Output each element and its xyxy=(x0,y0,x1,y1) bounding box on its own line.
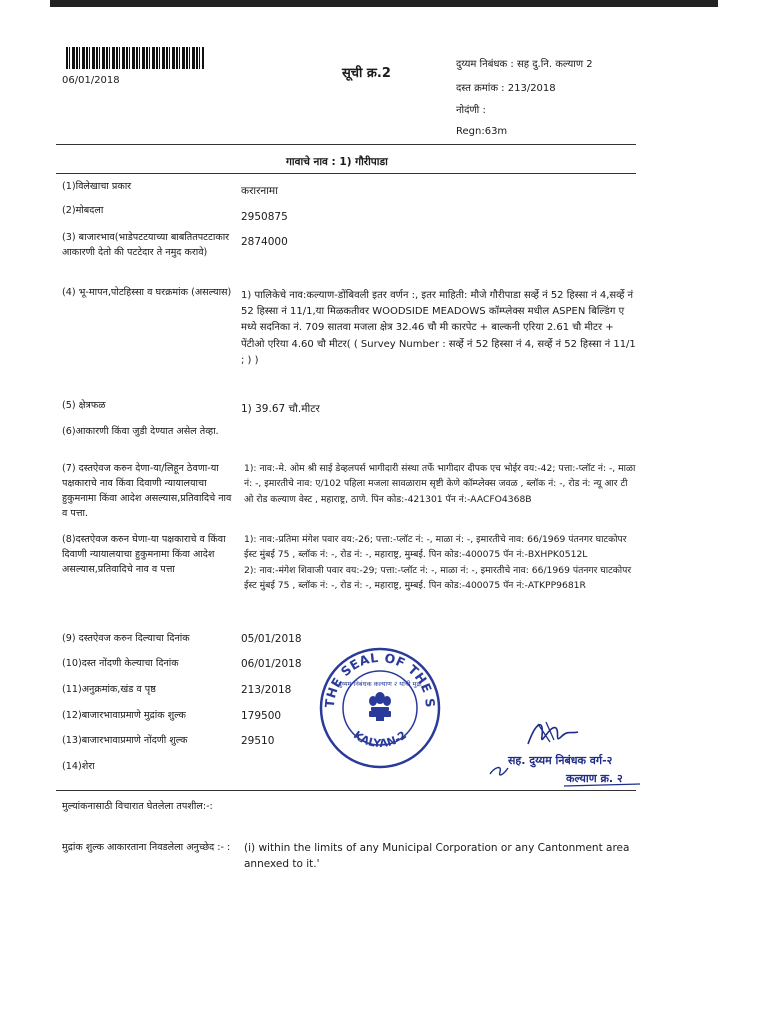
row-label-13: (13)बाजारभावाप्रमाणे नोंदणी शुल्क xyxy=(62,735,188,746)
row-label-10: (10)दस्त नोंदणी केल्याचा दिनांक xyxy=(62,658,179,669)
row-label-1: (1)विलेखाचा प्रकार xyxy=(62,181,132,192)
regn-number: Regn:63m xyxy=(456,126,508,137)
registrar-name: दुय्यम निबंधक : सह दु.नि. कल्याण 2 xyxy=(456,59,593,70)
svg-text:KALYAN-2 xyxy=(351,728,409,750)
evaluation-label: मुल्यांकनासाठी विचारात घेतलेला तपशील:-: xyxy=(62,801,213,812)
signature-graphic xyxy=(480,714,650,794)
seal-inner-text: दुय्यम निबंधक कल्याण २ यांची मुद्रा xyxy=(338,680,422,688)
stamp-duty-value: (i) within the limits of any Municipal Corporation or any Cantonment area annexed to it.' xyxy=(244,842,630,870)
divider xyxy=(56,173,636,174)
row-label-8: (8)दस्तऐवज करुन घेणा-या पक्षकाराचे व किंवा दिवाणी न्यायालयाचा हुकुमनामा किंवा आदेश असल्यास,प्रतिवादिचे नाव व पत्ता xyxy=(62,534,226,575)
stamp-duty-label: मुद्रांक शुल्क आकारताना निवडलेला अनुच्छेद :- : xyxy=(62,842,231,853)
row-label-3: (3) बाजारभाव(भाडेपटटयाच्या बाबतितपटटाकार आकारणी देतो की पटटेदार ते नमुद करावे) xyxy=(62,232,230,258)
top-edge-bar xyxy=(50,0,718,7)
signature-block xyxy=(480,714,650,794)
row-value-7: 1): नाव:-मे. ओम श्री साई डेव्हलपर्स भागीदारी संस्था तर्फे भागीदार दीपक एच भोईर वय:-42; पत्ता:-प्लॉट नं: -, माळा नं: -, इमारतीचे नाव: ए/102 पहिला मजला सावळाराम सृष्टी केणे कॉम्प्लेक्स जवळ , ब्लॉक नं: -, रोड नं: न्यू आर टी ओ रोड कल्याण वेस्ट , महाराष्ट्र, ठाणे. पिन कोड:-421301 पॅन नं:-AACFO4368B xyxy=(244,463,636,505)
divider xyxy=(56,144,636,145)
signature-line-1: सह. दुय्यम निबंधक वर्ग-२ xyxy=(508,754,613,767)
row-value-12: 179500 xyxy=(241,710,282,722)
document-number: दस्त क्रमांक : 213/2018 xyxy=(456,83,556,94)
row-label-14: (14)शेरा xyxy=(62,761,95,772)
row-label-11: (11)अनुक्रमांक,खंड व पृष्ठ xyxy=(62,684,156,695)
document-title: सूची क्र.2 xyxy=(342,66,391,81)
row-value-4: 1) पालिकेचे नाव:कल्याण-डोंबिवली इतर वर्णन :, इतर माहिती: मौजे गौरीपाडा सर्व्हे नं 52 हिस्सा नं 4,सर्व्हे नं 52 हिस्सा नं 11/1,या मिळकतीवर WOODSIDE MEADOWS कॉम्प्लेक्स मधील ASPEN बिल्डिंग ए मध्ये सदनिका नं. 709 सातवा मजला क्षेत्र 32.46 चौ मी कारपेट + बाल्कनी एरिया 2.61 चौ मीटर + पेंटीओ एरिया 4.60 चौ मीटर( ( Survey Number : सर्व्हे नं 52 हिस्सा नं 4, सर्व्हे नं 52 हिस्सा नं 11/1 ; ) ) xyxy=(241,290,636,366)
village-name: गावाचे नाव : 1) गौरीपाडा xyxy=(286,156,388,168)
row-value-11: 213/2018 xyxy=(241,684,292,696)
emblem-icon xyxy=(369,692,391,721)
seal-bottom-text: KALYAN-2 xyxy=(350,728,410,751)
row-label-6: (6)आकारणी किंवा जुडी देण्यात असेल तेव्हा. xyxy=(62,426,219,437)
barcode xyxy=(66,47,204,69)
row-label-4: (4) भू-मापन,पोटहिस्सा व घरक्रमांक (असल्यास) xyxy=(62,287,232,298)
row-value-13: 29510 xyxy=(241,735,275,747)
sub-registrar-seal xyxy=(318,646,442,770)
seal-graphic xyxy=(318,646,442,770)
row-value-3: 2874000 xyxy=(241,236,288,248)
row-value-1: करारनामा xyxy=(241,185,278,197)
row-label-9: (9) दस्तऐवज करुन दिल्याचा दिनांक xyxy=(62,633,190,644)
row-value-10: 06/01/2018 xyxy=(241,658,302,670)
row-label-7: (7) दस्तऐवज करुन देणा-या/लिहून ठेवणा-या पक्षकाराचे नाव किंवा दिवाणी न्यायालयाचा हुकुमनामा किंवा आदेश असल्यास,प्रतिवादिचे नाव व पत्ता. xyxy=(62,463,232,519)
row-label-12: (12)बाजारभावाप्रमाणे मुद्रांक शुल्क xyxy=(62,710,186,721)
row-value-2: 2950875 xyxy=(241,211,288,223)
row-value-9: 05/01/2018 xyxy=(241,633,302,645)
signature-line-2: कल्याण क्र. २ xyxy=(566,772,623,785)
seal-outer-text: THE SEAL OF THE S xyxy=(321,649,439,709)
row-value-5: 1) 39.67 चौ.मीटर xyxy=(241,403,320,415)
row-label-5: (5) क्षेत्रफळ xyxy=(62,400,106,411)
row-label-2: (2)मोबदला xyxy=(62,205,104,216)
row-value-8: 1): नाव:-प्रतिमा मंगेश पवार वय:-26; पत्ता:-प्लॉट नं: -, माळा नं: -, इमारतीचे नाव: 66/1969 पंतनगर घाटकोपर ईस्ट मुंबई 75 , ब्लॉक नं: -, रोड नं: -, महाराष्ट्र, मुम्बई. पिन कोड:-400075 पॅन नं:-BXHPK0512L 2): नाव:-मंगेश शिवाजी पवार वय:-29; पत्ता:-प्लॉट नं: -, माळा नं: -, इमारतीचे नाव: 66/1969 पंतनगर घाटकोपर ईस्ट मुंबई 75 , ब्लॉक नं: -, रोड नं: -, महाराष्ट्र, मुम्बई. पिन कोड:-400075 पॅन नं:-ATKPP9681R xyxy=(244,534,632,592)
registration-label: नोदंणी : xyxy=(456,105,486,116)
header-date: 06/01/2018 xyxy=(62,75,120,86)
